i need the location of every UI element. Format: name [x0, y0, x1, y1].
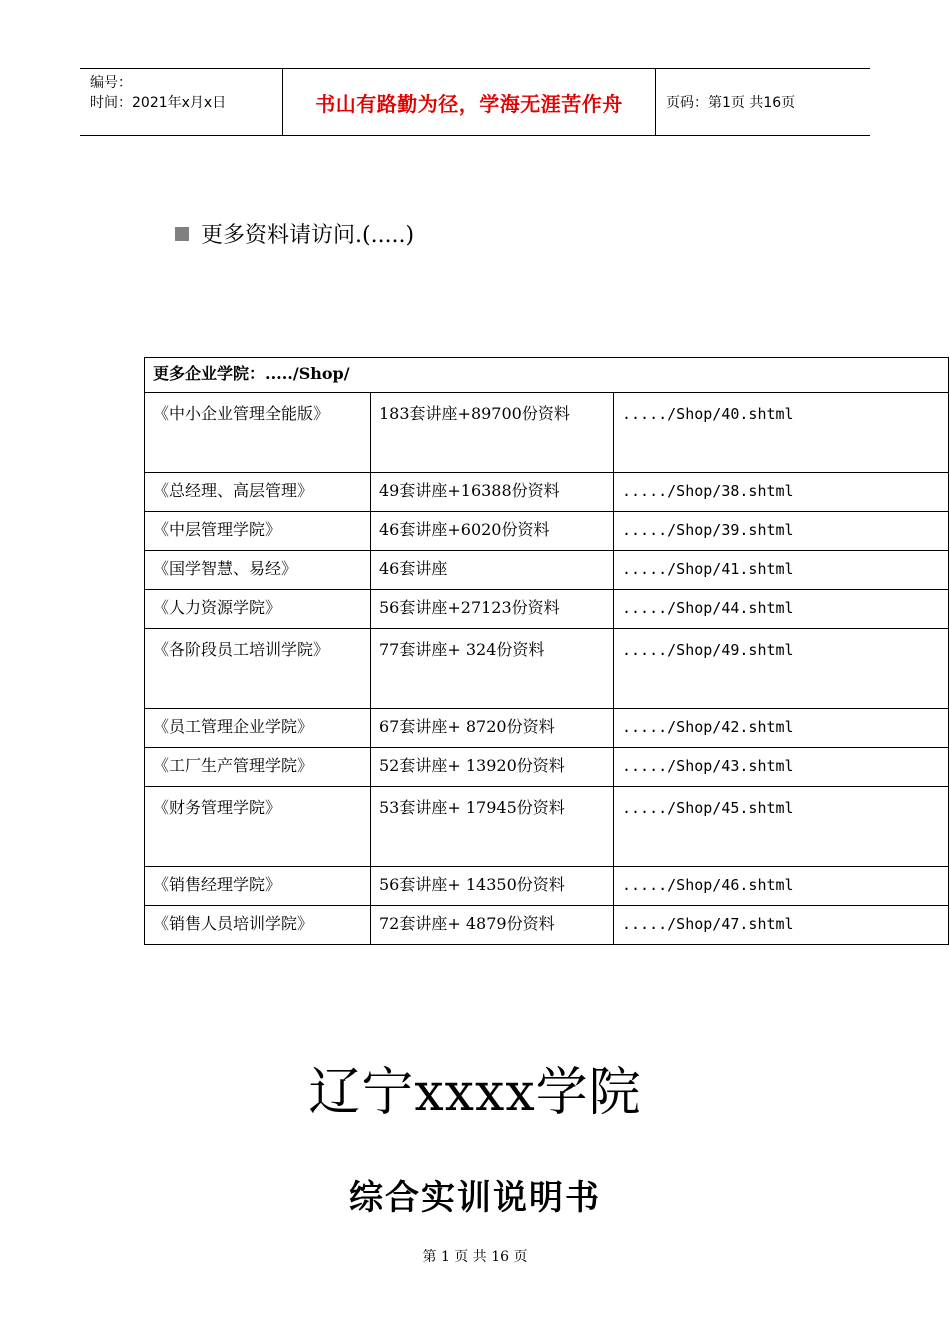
- course-name: 《中小企业管理全能版》: [145, 393, 371, 473]
- course-content: 72套讲座+ 4879份资料: [371, 906, 614, 945]
- square-bullet-icon: [175, 227, 189, 241]
- course-name: 《中层管理学院》: [145, 512, 371, 551]
- course-name: 《工厂生产管理学院》: [145, 748, 371, 787]
- course-name: 《销售经理学院》: [145, 867, 371, 906]
- table-row: [145, 551, 949, 590]
- more-info-text: 更多资料请访问.(.....): [201, 223, 415, 248]
- table-title: 更多企业学院：...../Shop/: [145, 358, 949, 393]
- course-content: 77套讲座+ 324份资料: [371, 629, 614, 709]
- course-name: 《各阶段员工培训学院》: [145, 629, 371, 709]
- table-row: [145, 748, 949, 787]
- course-name: 《员工管理企业学院》: [145, 709, 371, 748]
- table-row: [145, 512, 949, 551]
- course-content: 56套讲座+ 14350份资料: [371, 867, 614, 906]
- table-row: [145, 709, 949, 748]
- course-link[interactable]: ...../Shop/47.shtml: [614, 906, 949, 945]
- course-link[interactable]: ...../Shop/39.shtml: [614, 512, 949, 551]
- course-name: 《国学智慧、易经》: [145, 551, 371, 590]
- course-link[interactable]: ...../Shop/46.shtml: [614, 867, 949, 906]
- course-content: 52套讲座+ 13920份资料: [371, 748, 614, 787]
- table-row: [145, 787, 949, 867]
- page-footer: 第 1 页 共 16 页: [422, 1249, 528, 1265]
- number-label: 编号：: [90, 75, 132, 91]
- header-meta: [80, 69, 282, 135]
- table-row: [145, 906, 949, 945]
- course-name: 《人力资源学院》: [145, 590, 371, 629]
- course-content: 56套讲座+27123份资料: [371, 590, 614, 629]
- course-content: 46套讲座: [371, 551, 614, 590]
- course-link[interactable]: ...../Shop/38.shtml: [614, 473, 949, 512]
- time-label: 时间：2021年x月x日: [90, 95, 227, 111]
- page-header: [80, 68, 870, 136]
- header-motto: 书山有路勤为径，学海无涯苦作舟: [282, 69, 656, 135]
- table-row: [145, 590, 949, 629]
- course-link[interactable]: ...../Shop/44.shtml: [614, 590, 949, 629]
- table-row: [145, 473, 949, 512]
- document-subtitle: 综合实训说明书: [349, 1178, 601, 1218]
- course-link[interactable]: ...../Shop/43.shtml: [614, 748, 949, 787]
- course-link[interactable]: ...../Shop/45.shtml: [614, 787, 949, 867]
- course-content: 67套讲座+ 8720份资料: [371, 709, 614, 748]
- school-name: 辽宁xxxx学院: [308, 1063, 642, 1123]
- course-link[interactable]: ...../Shop/41.shtml: [614, 551, 949, 590]
- more-info-line: [175, 218, 414, 249]
- table-row: [145, 393, 949, 473]
- course-name: 《销售人员培训学院》: [145, 906, 371, 945]
- header-page-info: 页码：第1页 共16页: [666, 95, 796, 111]
- table-row: [145, 629, 949, 709]
- course-content: 46套讲座+6020份资料: [371, 512, 614, 551]
- course-table: [144, 357, 949, 945]
- course-content: 183套讲座+89700份资料: [371, 393, 614, 473]
- course-name: 《财务管理学院》: [145, 787, 371, 867]
- table-row: [145, 867, 949, 906]
- course-name: 《总经理、高层管理》: [145, 473, 371, 512]
- course-link[interactable]: ...../Shop/42.shtml: [614, 709, 949, 748]
- course-link[interactable]: ...../Shop/40.shtml: [614, 393, 949, 473]
- course-content: 49套讲座+16388份资料: [371, 473, 614, 512]
- course-content: 53套讲座+ 17945份资料: [371, 787, 614, 867]
- course-link[interactable]: ...../Shop/49.shtml: [614, 629, 949, 709]
